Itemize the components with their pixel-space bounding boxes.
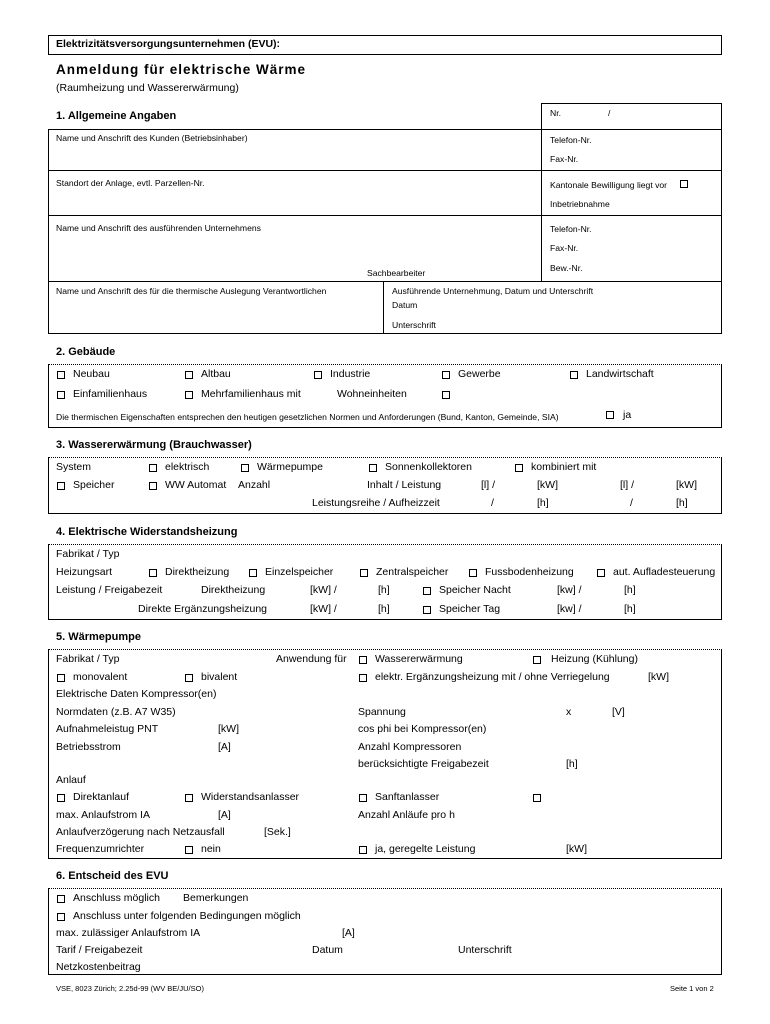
efh-checkbox[interactable] — [57, 391, 65, 399]
contractor-label: Name und Anschrift des ausführenden Unternehmens — [56, 223, 261, 233]
direkt-checkbox[interactable] — [149, 569, 157, 577]
freigabe-h: [h] — [566, 758, 578, 770]
elektr-kw: [kW] — [648, 671, 669, 683]
heizung-label: Heizung (Kühlung) — [551, 653, 638, 665]
unterschrift-label: Unterschrift — [458, 944, 512, 956]
fax2-label: Fax-Nr. — [550, 243, 579, 253]
system-label: System — [56, 461, 92, 473]
heizung-checkbox[interactable] — [533, 656, 541, 664]
ergaenzung-h: [h] — [378, 603, 390, 615]
altbau-label: Altbau — [201, 368, 231, 380]
pnt-label: Aufnahmeleistug PNT — [56, 723, 159, 735]
norm-label: Normdaten (z.B. A7 W35) — [56, 706, 176, 718]
elektr-checkbox[interactable] — [359, 674, 367, 682]
waermepumpe-label: Wärmepumpe — [257, 461, 323, 473]
norms-ja-checkbox[interactable] — [606, 411, 614, 419]
wohneinheiten-label: Wohneinheiten — [337, 388, 407, 400]
anlaeufe-label: Anzahl Anläufe pro h — [358, 809, 455, 821]
direktanlauf-checkbox[interactable] — [57, 794, 65, 802]
efh-label: Einfamilienhaus — [73, 388, 148, 400]
inhalt-kw-unit-2: [kW] — [676, 479, 697, 491]
section-3-title: 3. Wassererwärmung (Brauchwasser) — [56, 439, 252, 451]
nr-label: Nr. — [550, 108, 561, 118]
page-title: Anmeldung für elektrische Wärme — [56, 62, 307, 77]
industrie-label: Industrie — [330, 368, 371, 380]
date-label: Datum — [392, 300, 418, 310]
bi-label: bivalent — [201, 671, 238, 683]
wasser-checkbox[interactable] — [359, 656, 367, 664]
ergaenzung-label: Direkte Ergänzungsheizung — [138, 603, 267, 615]
neubau-checkbox[interactable] — [57, 371, 65, 379]
speicher-label: Speicher — [73, 479, 115, 491]
section-4-title: 4. Elektrische Widerstandsheizung — [56, 526, 238, 538]
tarif-label: Tarif / Freigabezeit — [56, 944, 143, 956]
max-zulaessig-label: max. zulässiger Anlaufstrom IA — [56, 927, 201, 939]
anwendung-label: Anwendung für — [276, 653, 347, 665]
strom-label: Betriebsstrom — [56, 741, 121, 753]
waermepumpe-checkbox[interactable] — [241, 464, 249, 472]
max-zulaessig-a: [A] — [342, 927, 355, 939]
anlauf-other-checkbox[interactable] — [533, 794, 541, 802]
sanft-label: Sanftanlasser — [375, 791, 440, 803]
reihe-slash-2: / — [630, 497, 633, 509]
sonnen-label: Sonnenkollektoren — [385, 461, 472, 473]
spannung-v: [V] — [612, 706, 625, 718]
spannung-label: Spannung — [358, 706, 406, 718]
direktanlauf-label: Direktanlauf — [73, 791, 130, 803]
strom-a: [A] — [218, 741, 231, 753]
phone-label: Telefon-Nr. — [550, 135, 592, 145]
zentral-checkbox[interactable] — [360, 569, 368, 577]
section-1-row-line-2 — [48, 215, 722, 216]
fussboden-label: Fussbodenheizung — [485, 566, 574, 578]
ww-label: WW Automat — [165, 479, 227, 491]
norms-label: Die thermischen Eigenschaften entsprechen den heutigen gesetzlichen Normen und Anforderungen (Bund, Kanton, Gemeinde, SIA) — [56, 412, 559, 422]
nacht-label: Speicher Nacht — [439, 584, 511, 596]
fax-label: Fax-Nr. — [550, 154, 579, 164]
geregelt-checkbox[interactable] — [359, 846, 367, 854]
footer-left: VSE, 8023 Zürich; 2.25d-99 (WV BE/JU/SO) — [56, 984, 204, 993]
inhalt-l-unit-1: [l] / — [481, 479, 496, 491]
heizungsart-label: Heizungsart — [56, 566, 113, 578]
aufladesteuerung-checkbox[interactable] — [597, 569, 605, 577]
einzel-checkbox[interactable] — [249, 569, 257, 577]
nacht-kw: [kw] / — [557, 584, 582, 596]
section-5-title: 5. Wärmepumpe — [56, 631, 141, 643]
section-1-row-line-3 — [48, 281, 722, 282]
section-1-bottom-divider — [383, 281, 384, 334]
bedingungen-checkbox[interactable] — [57, 913, 65, 921]
evu-label: Elektrizitätsversorgungsunternehmen (EVU): — [56, 38, 281, 50]
section-1-row-line-1 — [48, 170, 722, 171]
signature-label: Unterschrift — [392, 320, 436, 330]
section-2-title: 2. Gebäude — [56, 346, 116, 358]
anzahl-label: Anzahl — [238, 479, 271, 491]
inhalt-label: Inhalt / Leistung — [367, 479, 442, 491]
thermal-label: Name und Anschrift des für die thermische Auslegung Verantwortlichen — [56, 286, 327, 296]
nein-checkbox[interactable] — [185, 846, 193, 854]
verzoegerung-label: Anlaufverzögerung nach Netzausfall — [56, 826, 225, 838]
anlauf-label: Anlauf — [56, 774, 86, 786]
leistung-label: Leistung / Freigabezeit — [56, 584, 163, 596]
elektrisch-checkbox[interactable] — [149, 464, 157, 472]
nr-divider — [541, 103, 542, 129]
site-label: Standort der Anlage, evtl. Parzellen-Nr. — [56, 178, 205, 188]
datum-label: Datum — [312, 944, 343, 956]
customer-label: Name und Anschrift des Kunden (Betriebsinhaber) — [56, 133, 248, 143]
page-subtitle: (Raumheizung und Wassererwärmung) — [56, 82, 239, 94]
daten-label: Elektrische Daten Kompressor(en) — [56, 688, 217, 700]
norms-ja-label: ja — [623, 409, 632, 421]
neubau-label: Neubau — [73, 368, 110, 380]
zentral-label: Zentralspeicher — [376, 566, 449, 578]
ww-checkbox[interactable] — [149, 482, 157, 490]
direktheizung-kw: [kW] / — [310, 584, 337, 596]
mfh-checkbox[interactable] — [185, 391, 193, 399]
bedingungen-label: Anschluss unter folgenden Bedingungen möglich — [73, 910, 301, 922]
geregelt-kw: [kW] — [566, 843, 587, 855]
fussboden-checkbox[interactable] — [469, 569, 477, 577]
fabrikat-label-s4: Fabrikat / Typ — [56, 548, 120, 560]
wasser-label: Wassererwärmung — [375, 653, 463, 665]
max-anlaufstrom-label: max. Anlaufstrom IA — [56, 809, 150, 821]
reihe-slash-1: / — [491, 497, 494, 509]
commissioning-label: Inbetriebnahme — [550, 199, 610, 209]
mono-label: monovalent — [73, 671, 128, 683]
phone2-label: Telefon-Nr. — [550, 224, 592, 234]
nein-label: nein — [201, 843, 221, 855]
verzoegerung-sek: [Sek.] — [264, 826, 291, 838]
tag-label: Speicher Tag — [439, 603, 501, 615]
section-1-title: 1. Allgemeine Angaben — [56, 110, 177, 122]
aufladesteuerung-label: aut. Aufladesteuerung — [613, 566, 716, 578]
gewerbe-label: Gewerbe — [458, 368, 501, 380]
freigabe-label: berücksichtigte Freigabezeit — [358, 758, 489, 770]
sanft-checkbox[interactable] — [359, 794, 367, 802]
elektr-label: elektr. Ergänzungsheizung mit / ohne Verriegelung — [375, 671, 610, 683]
einzel-label: Einzelspeicher — [265, 566, 334, 578]
section-1-top-line-right — [541, 103, 722, 104]
tag-h: [h] — [624, 603, 636, 615]
reihe-h-unit-1: [h] — [537, 497, 549, 509]
widerstand-label: Widerstandsanlasser — [201, 791, 300, 803]
elektrisch-label: elektrisch — [165, 461, 210, 473]
bewnr-label: Bew.-Nr. — [550, 263, 583, 273]
nr-slash: / — [608, 108, 611, 118]
mono-checkbox[interactable] — [57, 674, 65, 682]
max-anlaufstrom-a: [A] — [218, 809, 231, 821]
leistungsreihe-label: Leistungsreihe / Aufheizzeit — [312, 497, 440, 509]
nacht-h: [h] — [624, 584, 636, 596]
footer-right: Seite 1 von 2 — [670, 984, 714, 993]
ergaenzung-kw: [kW] / — [310, 603, 337, 615]
bemerkungen-label: Bemerkungen — [183, 892, 249, 904]
mfh-label: Mehrfamilienhaus mit — [201, 388, 301, 400]
nacht-checkbox[interactable] — [423, 587, 431, 595]
section-1-right-edge-top — [721, 103, 722, 129]
frequenz-label: Frequenzumrichter — [56, 843, 145, 855]
widerstand-checkbox[interactable] — [185, 794, 193, 802]
clerk-label: Sachbearbeiter — [367, 268, 426, 278]
permit-checkbox[interactable] — [680, 180, 688, 188]
tag-checkbox[interactable] — [423, 606, 431, 614]
altbau-checkbox[interactable] — [185, 371, 193, 379]
speicher-checkbox[interactable] — [57, 482, 65, 490]
sonnen-checkbox[interactable] — [369, 464, 377, 472]
inhalt-l-unit-2: [l] / — [620, 479, 635, 491]
direktheizung-h: [h] — [378, 584, 390, 596]
section-6-title: 6. Entscheid des EVU — [56, 870, 169, 882]
section-1-right-col-divider — [541, 129, 542, 281]
inhalt-kw-unit-1: [kW] — [537, 479, 558, 491]
direkt-label: Direktheizung — [165, 566, 230, 578]
gewerbe-checkbox[interactable] — [442, 371, 450, 379]
exec-label: Ausführende Unternehmung, Datum und Unterschrift — [392, 286, 594, 296]
permit-label: Kantonale Bewilligung liegt vor — [550, 180, 668, 190]
industrie-checkbox[interactable] — [314, 371, 322, 379]
cosphi-label: cos phi bei Kompressor(en) — [358, 723, 487, 735]
landwirtschaft-checkbox[interactable] — [570, 371, 578, 379]
bi-checkbox[interactable] — [185, 674, 193, 682]
moeglich-checkbox[interactable] — [57, 895, 65, 903]
kombiniert-checkbox[interactable] — [515, 464, 523, 472]
reihe-h-unit-2: [h] — [676, 497, 688, 509]
netz-label: Netzkostenbeitrag — [56, 961, 141, 973]
spannung-x: x — [566, 706, 572, 718]
geregelt-label: ja, geregelte Leistung — [375, 843, 476, 855]
anzahl-kompressoren-label: Anzahl Kompressoren — [358, 741, 462, 753]
moeglich-label: Anschluss möglich — [73, 892, 160, 904]
direktheizung-label: Direktheizung — [201, 584, 266, 596]
kombiniert-label: kombiniert mit — [531, 461, 597, 473]
pnt-kw: [kW] — [218, 723, 239, 735]
fabrikat-label-s5: Fabrikat / Typ — [56, 653, 120, 665]
landwirtschaft-label: Landwirtschaft — [586, 368, 654, 380]
tag-kw: [kw] / — [557, 603, 582, 615]
wohneinheiten-checkbox[interactable] — [442, 391, 450, 399]
